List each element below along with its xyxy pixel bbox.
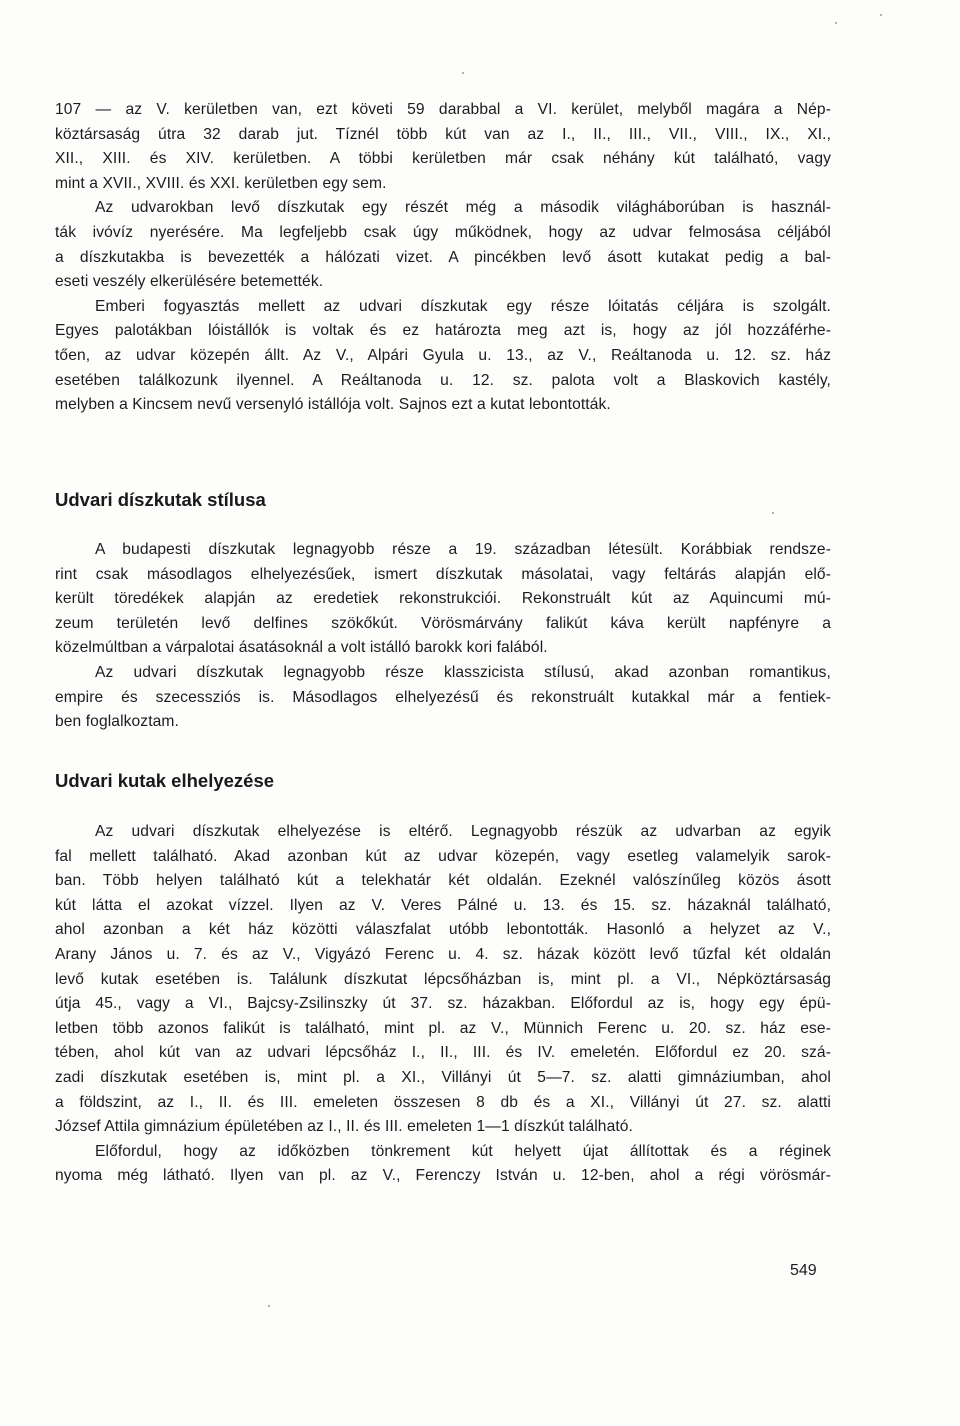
scan-speck — [268, 1305, 270, 1307]
text-line: kút látta el azokat vízzel. Ilyen az V. Veres Pálné u. 13. és 15. sz. házaknál található, — [55, 896, 831, 914]
text-line: Az udvarokban levő díszkutak egy részét még a második világháborúban is használ- — [95, 199, 831, 217]
text-line: Egyes palotákban lóistállók is voltak és ez határozta meg azt is, hogy az jól hozzáférhe- — [55, 322, 831, 340]
text-line: Emberi fogyasztás mellett az udvari díszkutak egy része lóitatás céljára is szolgált. — [95, 297, 831, 315]
text-line: melyben a Kincsem nevű versenyló istállója volt. Sajnos ezt a kutat lebontották. — [55, 396, 611, 414]
text-line: útja 45., vagy a VI., Bajcsy-Zsilinszky út 37. sz. házakban. Előfordul az is, hogy egy épü- — [55, 995, 831, 1013]
text-line: a díszkutakba is bevezették a hálózati vizet. A pincékben levő ásott kutakat pedig a bal- — [55, 248, 831, 266]
text-line: tében, ahol kút van az udvari lépcsőház I., II., III. és IV. emeletén. Előfordul ez 20. szá- — [55, 1044, 831, 1062]
scan-speck — [462, 72, 464, 74]
text-line: a földszint, az I., II. és III. emeleten összesen 8 db és a XI., Villányi út 27. sz. alatti — [55, 1093, 831, 1111]
page-number: 549 — [790, 1262, 817, 1279]
text-line: Előfordul, hogy az időközben tönkrement kút helyett újat állítottak és a réginek — [95, 1142, 831, 1160]
text-line: ben foglalkoztam. — [55, 713, 179, 731]
text-line: ban. Több helyen található kút a telekhatár két oldalán. Ezeknél valószínűleg közös ásott — [55, 872, 831, 890]
text-line: esetében találkozunk ilyennel. A Reáltanoda u. 12. sz. palota volt a Blaskovich kastély, — [55, 371, 831, 389]
text-line: József Attila gimnázium épületében az I., II. és III. emeleten 1—1 díszkút található. — [55, 1118, 633, 1136]
text-line: levő kutak esetében is. Találunk díszkutat lépcsőházban is, mint pl. a VI., Népköztársaság — [55, 970, 831, 988]
text-line: tően, az udvar közepén állt. Az V., Alpári Gyula u. 13., az V., Reáltanoda u. 12. sz. ház — [55, 346, 831, 364]
scan-speck — [880, 14, 882, 16]
text-line: XII., XIII. és XIV. kerületben. A többi kerületben már csak néhány kút található, vagy — [55, 150, 831, 168]
text-line: ták ivóvíz nyerésére. Ma legfeljebb csak úgy működnek, hogy az udvar felmosása céljából — [55, 223, 831, 241]
section-heading-style: Udvari díszkutak stílusa — [55, 489, 266, 510]
paragraph-block-placement — [55, 820, 831, 1189]
text-line: Az udvari díszkutak elhelyezése is eltérő. Legnagyobb részük az udvarban az egyik — [95, 823, 831, 840]
paragraph-block-style — [55, 538, 831, 735]
text-line: eseti veszély elkerülésére betemették. — [55, 273, 324, 291]
text-line: A budapesti díszkutak legnagyobb része a 19. században létesült. Korábbiak rendsze- — [95, 541, 831, 558]
text-line: került töredékek alapján az eredetiek rekonstrukciói. Rekonstruált kút az Aquincumi mú- — [55, 590, 831, 608]
text-line: fal mellett található. Akad azonban kút az udvar közepén, vagy esetleg valamelyik sarok- — [55, 847, 831, 865]
text-line: letben több azonos falikút is található, mint pl. az V., Münnich Ferenc u. 20. sz. ház ese- — [55, 1019, 831, 1037]
text-line: Az udvari díszkutak legnagyobb része klasszicista stílusú, akad azonban romantikus, — [95, 663, 831, 681]
text-line: empire és szecessziós is. Másodlagos elhelyezésű és rekonstruált kutakkal már a fentiek- — [55, 688, 831, 706]
text-line: mint a XVII., XVIII. és XXI. kerületben egy sem. — [55, 174, 387, 192]
text-line: Arany János u. 7. és az V., Vigyázó Ferenc u. 4. sz. házak között levő tűzfal két oldalán — [55, 945, 831, 963]
paragraph-block-districts — [55, 98, 831, 418]
scan-speck — [772, 512, 774, 514]
section-heading-placement: Udvari kutak elhelyezése — [55, 770, 275, 791]
text-line: ahol azonban a két ház közötti válaszfalat utóbb lebontották. Hasonló a helyzet az V., — [55, 921, 831, 939]
text-line: 107 — az V. kerületben van, ezt követi 59 darabbal a VI. kerület, melyből magára a Nép- — [55, 101, 831, 118]
text-line: rint csak másodlagos elhelyezésűek, ismert díszkutak másolatai, vagy feltárás alapján elő- — [55, 565, 831, 583]
text-line: zadi díszkutak esetében is, mint pl. a XI., Villányi út 5—7. sz. alatti gimnáziumban, ahol — [55, 1068, 831, 1086]
text-line: köztársaság útra 32 darab jut. Tíznél több kút van az I., II., III., VII., VIII., IX., XI., — [55, 125, 831, 143]
scan-speck — [835, 22, 837, 24]
text-line: nyoma még látható. Ilyen van pl. az V., Ferenczy István u. 12-ben, ahol a régi vörösmár- — [55, 1167, 831, 1185]
text-line: közelmúltban a várpalotai ásatásoknál a volt istálló barokk kori falából. — [55, 639, 548, 657]
text-line: zeum területén levő delfines szökőkút. Vörösmárvány falikút káva került napfényre a — [55, 614, 831, 632]
